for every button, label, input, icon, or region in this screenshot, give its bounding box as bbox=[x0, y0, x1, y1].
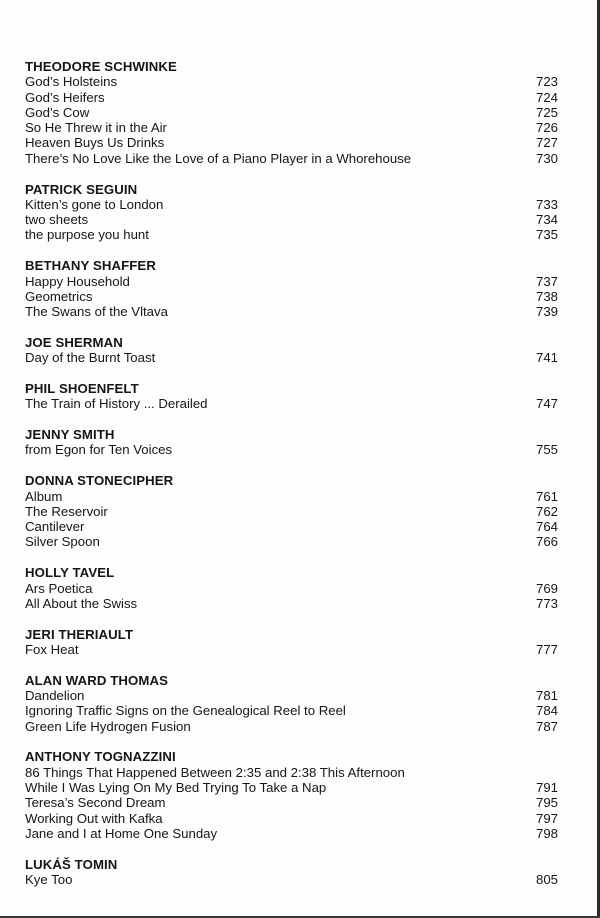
author-name: LUKÁŠ TOMIN bbox=[25, 856, 118, 872]
entry-title: Happy Household bbox=[25, 273, 130, 289]
entry-page-number: 787 bbox=[535, 718, 558, 734]
entry-title: Working Out with Kafka bbox=[25, 810, 163, 826]
entry-page-number: 723 bbox=[535, 74, 558, 90]
entry-title: God’s Heifers bbox=[25, 89, 105, 105]
entry-title: Ignoring Traffic Signs on the Genealogical Reel to Reel bbox=[25, 703, 346, 719]
contents-entry bbox=[25, 765, 558, 780]
contents-entry bbox=[25, 197, 558, 212]
entry-page-number: 791 bbox=[535, 779, 558, 795]
entry-title: Heaven Buys Us Drinks bbox=[25, 135, 165, 151]
author-section bbox=[25, 258, 558, 319]
entry-page-number: 734 bbox=[535, 212, 558, 228]
contents-entry bbox=[25, 135, 558, 150]
contents-entry bbox=[25, 90, 558, 105]
contents-page bbox=[25, 59, 558, 903]
entry-page-number: 741 bbox=[535, 350, 558, 366]
entry-title: The Swans of the Vltava bbox=[25, 304, 168, 320]
contents-entry bbox=[25, 227, 558, 242]
contents-entry bbox=[25, 811, 558, 826]
entry-title: There’s No Love Like the Love of a Piano Player in a Whorehouse bbox=[25, 150, 412, 166]
entry-page-number: 747 bbox=[535, 396, 558, 412]
entry-page-number: 738 bbox=[535, 288, 558, 304]
entry-title: 86 Things That Happened Between 2:35 and 2:38 This Afternoon bbox=[25, 764, 405, 780]
contents-entry bbox=[25, 504, 558, 519]
contents-entry bbox=[25, 289, 558, 304]
contents-entry bbox=[25, 826, 558, 841]
author-section bbox=[25, 59, 558, 166]
contents-entry bbox=[25, 703, 558, 718]
entry-page-number: 725 bbox=[535, 104, 558, 120]
author-name: JENNY SMITH bbox=[25, 427, 115, 443]
author-section bbox=[25, 182, 558, 243]
contents-entry bbox=[25, 795, 558, 810]
author-section bbox=[25, 381, 558, 412]
entry-page-number: 755 bbox=[535, 442, 558, 458]
entry-title: two sheets bbox=[25, 212, 89, 228]
author-name: JERI THERIAULT bbox=[25, 626, 134, 642]
entry-page-number bbox=[528, 765, 558, 780]
contents-entry bbox=[25, 442, 558, 457]
author-section bbox=[25, 473, 558, 549]
entry-page-number: 777 bbox=[535, 641, 558, 657]
entry-title: Ars Poetica bbox=[25, 580, 93, 596]
contents-entry bbox=[25, 350, 558, 365]
author-name: JOE SHERMAN bbox=[25, 334, 123, 350]
entry-page-number: 805 bbox=[535, 871, 558, 887]
author-name: DONNA STONECIPHER bbox=[25, 473, 174, 489]
contents-entry bbox=[25, 151, 558, 166]
entry-page-number: 766 bbox=[535, 534, 558, 550]
entry-page-number: 797 bbox=[535, 810, 558, 826]
entry-title: God’s Cow bbox=[25, 104, 90, 120]
author-name: HOLLY TAVEL bbox=[25, 565, 115, 581]
entry-page-number: 727 bbox=[535, 135, 558, 151]
contents-entry bbox=[25, 581, 558, 596]
entry-title: All About the Swiss bbox=[25, 595, 138, 611]
contents-entry bbox=[25, 719, 558, 734]
contents-entry bbox=[25, 304, 558, 319]
author-section bbox=[25, 627, 558, 658]
entry-page-number: 730 bbox=[535, 150, 558, 166]
author-name: PATRICK SEGUIN bbox=[25, 181, 138, 197]
entry-page-number: 769 bbox=[535, 580, 558, 596]
entry-title: God’s Holsteins bbox=[25, 74, 118, 90]
entry-title: the purpose you hunt bbox=[25, 227, 149, 243]
entry-page-number: 762 bbox=[535, 503, 558, 519]
entry-page-number: 764 bbox=[535, 519, 558, 535]
entry-title: Album bbox=[25, 488, 63, 504]
contents-entry bbox=[25, 642, 558, 657]
entry-title: Jane and I at Home One Sunday bbox=[25, 825, 218, 841]
contents-entry bbox=[25, 74, 558, 89]
entry-title: Kye Too bbox=[25, 871, 73, 887]
contents-entry bbox=[25, 120, 558, 135]
entry-page-number: 724 bbox=[535, 89, 558, 105]
author-section bbox=[25, 673, 558, 734]
contents-entry bbox=[25, 780, 558, 795]
author-name: THEODORE SCHWINKE bbox=[25, 59, 177, 74]
entry-title: Dandelion bbox=[25, 688, 85, 703]
entry-title: Teresa’s Second Dream bbox=[25, 795, 166, 811]
entry-title: The Train of History ... Derailed bbox=[25, 396, 208, 412]
contents-entry bbox=[25, 872, 558, 887]
author-section bbox=[25, 749, 558, 841]
contents-entry bbox=[25, 105, 558, 120]
contents-entry bbox=[25, 519, 558, 534]
entry-title: Cantilever bbox=[25, 519, 85, 535]
entry-page-number: 773 bbox=[535, 595, 558, 611]
contents-entry bbox=[25, 489, 558, 504]
contents-entry bbox=[25, 688, 558, 703]
author-section bbox=[25, 335, 558, 366]
author-name: BETHANY SHAFFER bbox=[25, 258, 156, 274]
author-name: PHIL SHOENFELT bbox=[25, 381, 139, 397]
author-name: ALAN WARD THOMAS bbox=[25, 672, 168, 688]
entry-page-number: 739 bbox=[535, 304, 558, 320]
entry-title: Silver Spoon bbox=[25, 534, 100, 550]
contents-entry bbox=[25, 274, 558, 289]
contents-entry bbox=[25, 534, 558, 549]
entry-title: So He Threw it in the Air bbox=[25, 120, 167, 136]
entry-title: Green Life Hydrogen Fusion bbox=[25, 718, 191, 734]
entry-title: While I Was Lying On My Bed Trying To Take a Nap bbox=[25, 779, 327, 795]
entry-page-number: 795 bbox=[535, 795, 558, 811]
entry-title: from Egon for Ten Voices bbox=[25, 442, 173, 458]
author-section bbox=[25, 427, 558, 458]
entry-page-number: 737 bbox=[535, 273, 558, 289]
contents-entry bbox=[25, 212, 558, 227]
entry-title: Fox Heat bbox=[25, 641, 79, 657]
entry-page-number: 726 bbox=[535, 120, 558, 136]
entry-title: Geometrics bbox=[25, 288, 93, 304]
entry-page-number: 761 bbox=[535, 488, 558, 504]
entry-page-number: 733 bbox=[535, 196, 558, 212]
entry-title: Day of the Burnt Toast bbox=[25, 350, 156, 366]
entry-page-number: 784 bbox=[535, 703, 558, 719]
entry-page-number: 781 bbox=[535, 688, 558, 703]
author-section bbox=[25, 857, 558, 888]
entry-title: The Reservoir bbox=[25, 503, 108, 519]
entry-title: Kitten’s gone to London bbox=[25, 196, 164, 212]
entry-page-number: 798 bbox=[535, 825, 558, 841]
contents-entry bbox=[25, 596, 558, 611]
entry-page-number: 735 bbox=[535, 227, 558, 243]
author-name: ANTHONY TOGNAZZINI bbox=[25, 749, 176, 765]
author-section bbox=[25, 565, 558, 611]
contents-entry bbox=[25, 396, 558, 411]
